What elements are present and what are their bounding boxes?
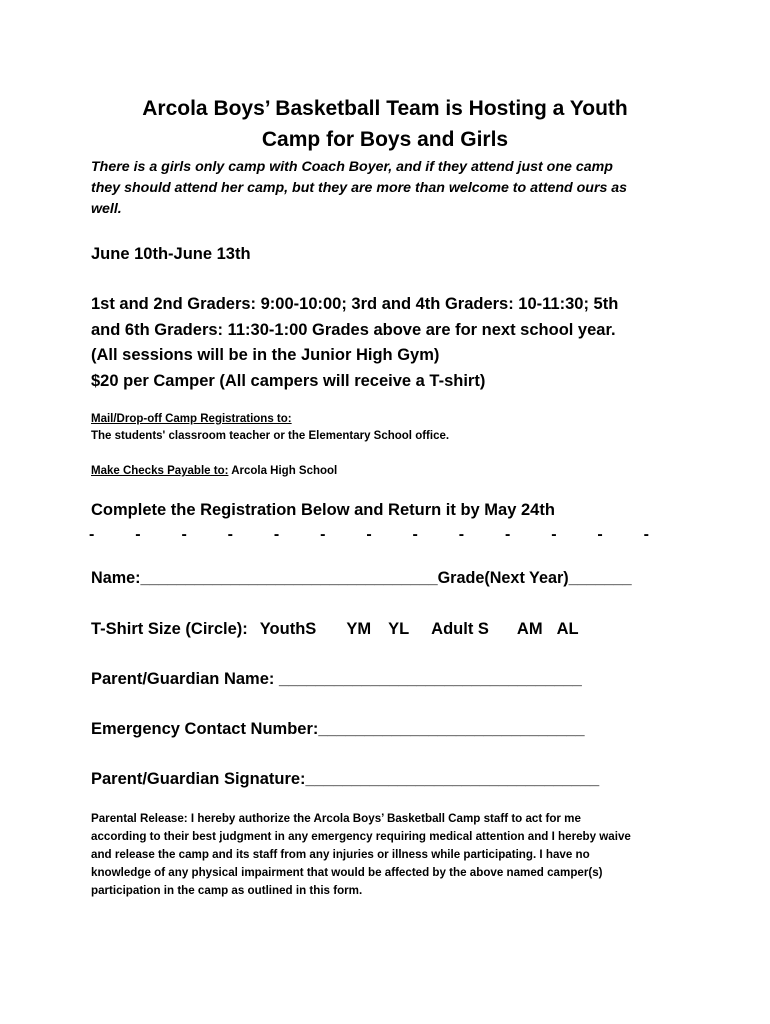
- dash: -: [551, 526, 557, 543]
- dash: -: [597, 526, 603, 543]
- session-line-2: and 6th Graders: 11:30-1:00 Grades above are for next school year.: [91, 320, 616, 339]
- intro-line-3: well.: [91, 201, 122, 217]
- title-line-2: Camp for Boys and Girls: [261, 128, 509, 151]
- release-line-1: Parental Release: I hereby authorize the Arcola Boys’ Basketball Camp staff to act for me: [91, 812, 581, 825]
- dash: -: [366, 526, 372, 543]
- dash: -: [135, 526, 141, 543]
- camp-dates: June 10th-June 13th: [91, 245, 251, 263]
- dash: -: [273, 526, 280, 543]
- title-line-1: Arcola Boys’ Basketball Team is Hosting a Youth: [142, 97, 628, 120]
- intro-line-2: they should attend her camp, but they are more than welcome to attend ours as: [91, 180, 628, 196]
- complete-heading: Complete the Registration Below and Return it by May 24th: [91, 501, 555, 519]
- size-option-al[interactable]: AL: [556, 620, 579, 638]
- dash: -: [504, 526, 511, 543]
- page-title: [60, 93, 710, 155]
- checks-value: Arcola High School: [228, 465, 338, 477]
- dash: -: [227, 526, 233, 543]
- tshirt-size-field: [91, 618, 579, 640]
- intro-line-1: There is a girls only camp with Coach Boyer, and if they attend just one camp: [91, 159, 613, 175]
- dash: -: [458, 526, 465, 543]
- session-schedule: [91, 292, 691, 394]
- dash: -: [643, 526, 649, 543]
- size-option-ym[interactable]: YM: [346, 620, 372, 638]
- dash: -: [412, 526, 418, 543]
- dashed-divider: [89, 525, 649, 545]
- size-option-am[interactable]: AM: [516, 620, 543, 638]
- checks-label: Make Checks Payable to:: [91, 465, 229, 477]
- mail-label-text: Mail/Drop-off Camp Registrations to:: [91, 413, 292, 425]
- release-line-3: and release the camp and its staff from any injuries or illness while participating. I have no: [91, 848, 590, 861]
- emergency-contact-field[interactable]: Emergency Contact Number:_____________________________: [91, 720, 585, 738]
- release-line-2: according to their best judgment in any emergency requiring medical attention and I hereby waive: [91, 830, 631, 843]
- checks-line: [91, 463, 337, 480]
- size-option-yl[interactable]: YL: [388, 620, 410, 638]
- session-line-1: 1st and 2nd Graders: 9:00-10:00; 3rd and 4th Graders: 10-11:30; 5th: [91, 295, 619, 313]
- dash: -: [320, 526, 326, 543]
- release-line-4: knowledge of any physical impairment that would be affected by the above named camper(s): [91, 866, 603, 879]
- dash: -: [181, 526, 187, 543]
- tshirt-label: T-Shirt Size (Circle):: [91, 620, 248, 638]
- name-grade-field[interactable]: Name:_________________________________Grade(Next Year)_______: [91, 569, 632, 587]
- session-line-4: $20 per Camper (All campers will receive a T-shirt): [91, 371, 486, 390]
- parent-signature-field[interactable]: Parent/Guardian Signature:________________________________: [91, 770, 600, 788]
- dash: -: [89, 526, 95, 543]
- session-line-3: (All sessions will be in the Junior High Gym): [91, 346, 440, 364]
- size-option-youths[interactable]: YouthS: [259, 620, 317, 638]
- parent-name-field[interactable]: Parent/Guardian Name: _________________________________: [91, 670, 582, 688]
- mail-label: [91, 411, 292, 428]
- mail-value: The students' classroom teacher or the Elementary School office.: [91, 430, 450, 442]
- parental-release-paragraph: [91, 810, 691, 900]
- release-line-5: participation in the camp as outlined in this form.: [91, 884, 363, 897]
- intro-paragraph: [91, 157, 691, 220]
- size-option-adult-s[interactable]: Adult S: [431, 620, 489, 638]
